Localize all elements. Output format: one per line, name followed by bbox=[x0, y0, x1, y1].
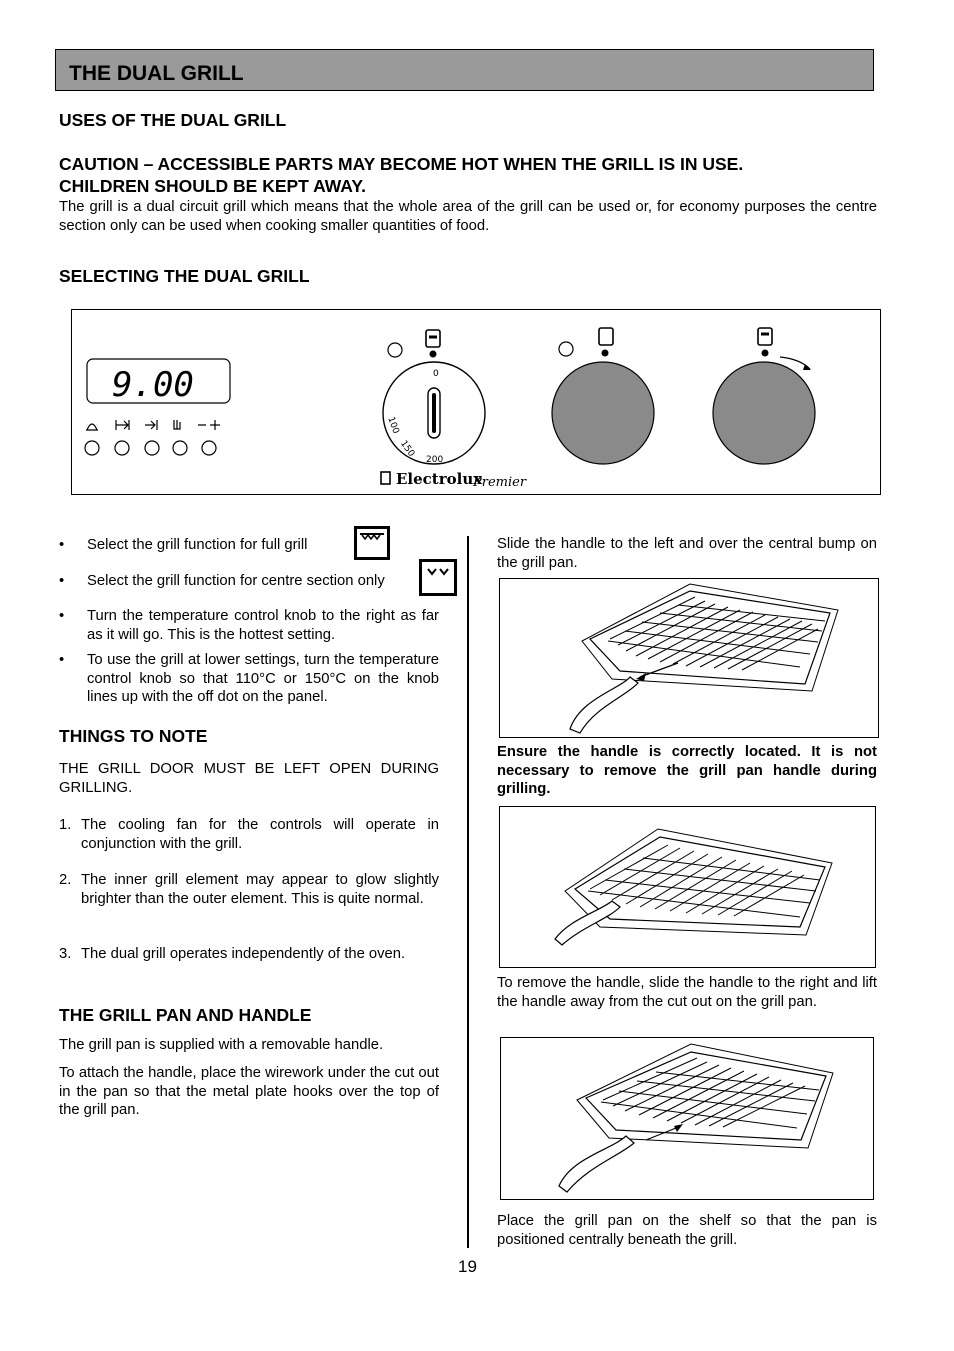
grill-pan-figure-3 bbox=[500, 1037, 874, 1200]
note-number: 3. bbox=[59, 946, 72, 962]
oven-knob bbox=[552, 362, 654, 464]
grill-knob bbox=[713, 362, 815, 464]
timer-symbols bbox=[86, 420, 220, 430]
brand-name: Electrolux bbox=[396, 470, 483, 488]
column-divider bbox=[467, 536, 469, 1248]
timer-button-5 bbox=[202, 441, 216, 455]
control-panel-illustration bbox=[71, 309, 881, 495]
indicator-light-2 bbox=[559, 342, 573, 356]
grill-pan-drawing bbox=[500, 807, 875, 967]
control-panel-drawing bbox=[72, 310, 880, 494]
grill-pan-drawing bbox=[501, 1038, 873, 1199]
dial-label-200: 200 bbox=[426, 455, 444, 465]
page-title: THE DUAL GRILL bbox=[55, 49, 874, 91]
full-grill-icon bbox=[354, 526, 390, 560]
note-number: 2. bbox=[59, 872, 72, 888]
timer-button-4 bbox=[173, 441, 187, 455]
brand-logo-icon bbox=[381, 472, 390, 484]
bullet-dot: • bbox=[59, 537, 65, 553]
bullet-dot: • bbox=[59, 608, 65, 624]
right-text-2: To remove the handle, slide the handle to the right and lift the handle away from the cut out on the grill pan. bbox=[497, 975, 877, 1010]
note-text: The inner grill element may appear to glow slightly brighter than the outer element. This is quite normal. bbox=[81, 872, 439, 907]
right-bold-text: Ensure the handle is correctly located. It is not necessary to remove the grill pan handle during grilling. bbox=[497, 744, 877, 797]
minus-plus-icon bbox=[198, 420, 220, 430]
timer-button-3 bbox=[145, 441, 159, 455]
bullet-text: To use the grill at lower settings, turn the temperature control knob so that 110°C or 150°C on the knob lines up with the off dot on the panel. bbox=[87, 652, 439, 705]
bullet-dot: • bbox=[59, 573, 65, 589]
intro-text: The grill is a dual circuit grill which means that the whole area of the grill can be used or, for economy purposes the centre section only can be used when cooking smaller quantities of food. bbox=[59, 199, 877, 234]
grill-symbol-2 bbox=[758, 328, 772, 345]
page-number: 19 bbox=[458, 1257, 477, 1276]
brand-sub: Premier bbox=[473, 475, 527, 490]
pan-heading: THE GRILL PAN AND HANDLE bbox=[59, 1005, 312, 1025]
bullet-text: Select the grill function for centre section only bbox=[87, 573, 385, 589]
note-text: The cooling fan for the controls will operate in conjunction with the grill. bbox=[81, 817, 439, 852]
grill-pan-figure-2 bbox=[499, 806, 876, 968]
grill-pan-drawing bbox=[500, 579, 878, 737]
timer-button-1 bbox=[85, 441, 99, 455]
bullet-lower-settings bbox=[59, 651, 439, 709]
bullet-centre-grill bbox=[59, 572, 439, 592]
clock-digits: 9.00 bbox=[112, 365, 194, 405]
cook-start-icon bbox=[116, 420, 129, 430]
bullet-dot: • bbox=[59, 652, 65, 668]
note-1 bbox=[59, 816, 439, 856]
uses-heading: USES OF THE DUAL GRILL bbox=[59, 110, 287, 130]
bullet-text: Turn the temperature control knob to the right as far as it will go. This is the hottest setting. bbox=[87, 608, 439, 643]
caution-line-1: CAUTION – ACCESSIBLE PARTS MAY BECOME HOT WHEN THE GRILL IS IN USE. bbox=[59, 154, 744, 174]
bullet-hottest bbox=[59, 607, 439, 647]
centre-grill-icon bbox=[419, 559, 457, 596]
note-2 bbox=[59, 871, 439, 929]
pan-text-1: The grill pan is supplied with a removable handle. bbox=[59, 1037, 384, 1053]
caution-line-2: CHILDREN SHOULD BE KEPT AWAY. bbox=[59, 176, 366, 196]
pan-text-2: To attach the handle, place the wirework under the cut out in the pan so that the metal plate hooks over the top of the grill pan. bbox=[59, 1065, 439, 1118]
manual-hand-icon bbox=[174, 420, 180, 429]
right-text-1: Slide the handle to the left and over the central bump on the grill pan. bbox=[497, 536, 877, 571]
dial-label-100: 100 bbox=[385, 415, 401, 436]
bell-icon bbox=[86, 424, 98, 430]
right-text-3: Place the grill pan on the shelf so that the pan is positioned centrally beneath the grill. bbox=[497, 1213, 877, 1248]
note-number: 1. bbox=[59, 817, 72, 833]
timer-button-2 bbox=[115, 441, 129, 455]
note-text: The dual grill operates independently of the oven. bbox=[81, 946, 406, 962]
grill-pan-figure-1 bbox=[499, 578, 879, 738]
cook-end-icon bbox=[145, 420, 157, 430]
bullet-text: Select the grill function for full grill bbox=[87, 537, 308, 553]
door-note: THE GRILL DOOR MUST BE LEFT OPEN DURING GRILLING. bbox=[59, 761, 439, 796]
indicator-light-1 bbox=[388, 343, 402, 357]
note-3 bbox=[59, 945, 439, 965]
selecting-heading: SELECTING THE DUAL GRILL bbox=[59, 266, 310, 286]
dial-label-0: 0 bbox=[433, 369, 439, 379]
things-heading: THINGS TO NOTE bbox=[59, 726, 208, 746]
oven-symbol bbox=[599, 328, 613, 345]
dial-label-150: 150 bbox=[398, 439, 417, 459]
